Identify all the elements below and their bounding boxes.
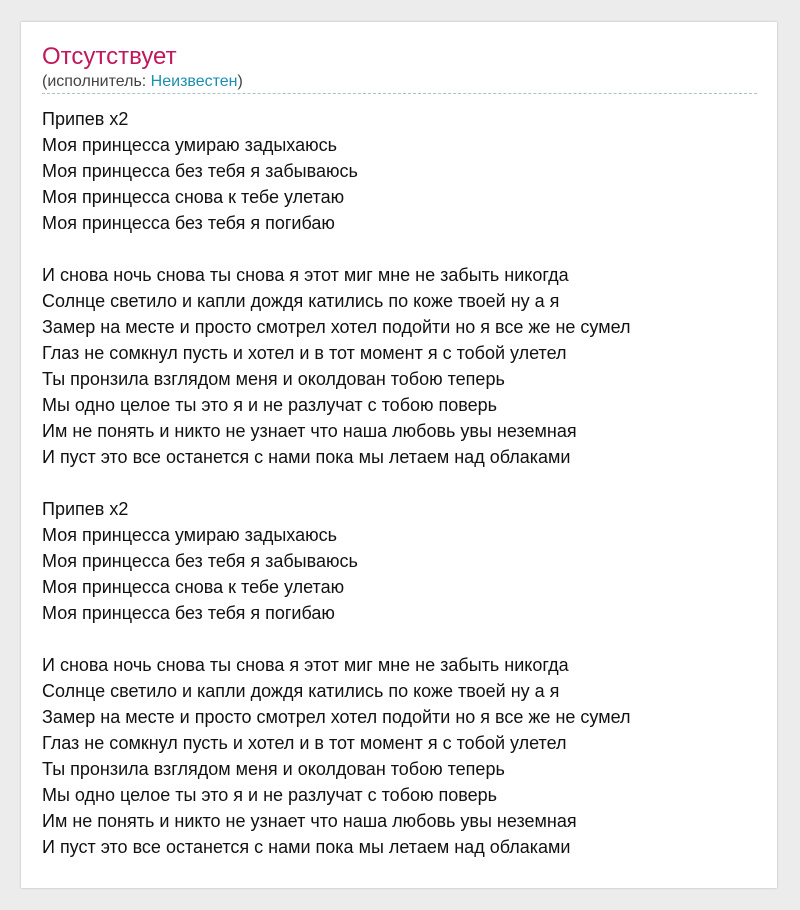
lyric-line: Моя принцесса умираю задыхаюсь [42,525,337,545]
lyric-line: Моя принцесса умираю задыхаюсь [42,135,337,155]
lyric-line: Припев x2 [42,109,129,129]
lyric-line: И пуст это все останется с нами пока мы летаем над облаками [42,837,571,857]
lyric-line: Глаз не сомкнул пусть и хотел и в тот момент я с тобой улетел [42,343,567,363]
lyrics-card [21,22,777,888]
artist-line [42,72,243,92]
song-title: Отсутствует [42,43,177,70]
lyric-line: Солнце светило и капли дождя катились по коже твоей ну а я [42,291,560,311]
lyric-line: Ты пронзила взглядом меня и околдован тобою теперь [42,369,505,389]
lyric-line: Моя принцесса без тебя я погибаю [42,603,335,623]
lyric-line: Моя принцесса без тебя я забываюсь [42,551,358,571]
lyric-line: Замер на месте и просто смотрел хотел подойти но я все же не сумел [42,707,631,727]
lyric-line: Моя принцесса без тебя я забываюсь [42,161,358,181]
lyric-line: Им не понять и никто не узнает что наша любовь увы неземная [42,421,577,441]
lyric-line: Мы одно целое ты это я и не разлучат с тобою поверь [42,395,498,415]
lyric-line: Моя принцесса снова к тебе улетаю [42,577,345,597]
stanza-break [42,470,772,496]
title-divider [42,93,757,94]
stanza-break [42,626,772,652]
lyric-line: Моя принцесса без тебя я погибаю [42,213,335,233]
artist-name: Неизвестен [150,73,238,90]
lyric-line: Им не понять и никто не узнает что наша любовь увы неземная [42,811,577,831]
lyrics-body [42,106,772,860]
lyric-line: Глаз не сомкнул пусть и хотел и в тот момент я с тобой улетел [42,733,567,753]
lyric-line: Солнце светило и капли дождя катились по коже твоей ну а я [42,681,560,701]
stanza-break [42,236,772,262]
lyric-line: И пуст это все останется с нами пока мы летаем над облаками [42,447,571,467]
lyric-line: И снова ночь снова ты снова я этот миг мне не забыть никогда [42,655,569,675]
artist-suffix: ) [237,73,243,90]
lyric-line: Замер на месте и просто смотрел хотел подойти но я все же не сумел [42,317,631,337]
lyric-line: Припев x2 [42,499,129,519]
lyric-line: Мы одно целое ты это я и не разлучат с тобою поверь [42,785,498,805]
lyric-line: Моя принцесса снова к тебе улетаю [42,187,345,207]
artist-prefix: (исполнитель: [42,73,151,90]
lyric-line: Ты пронзила взглядом меня и околдован тобою теперь [42,759,505,779]
lyric-line: И снова ночь снова ты снова я этот миг мне не забыть никогда [42,265,569,285]
